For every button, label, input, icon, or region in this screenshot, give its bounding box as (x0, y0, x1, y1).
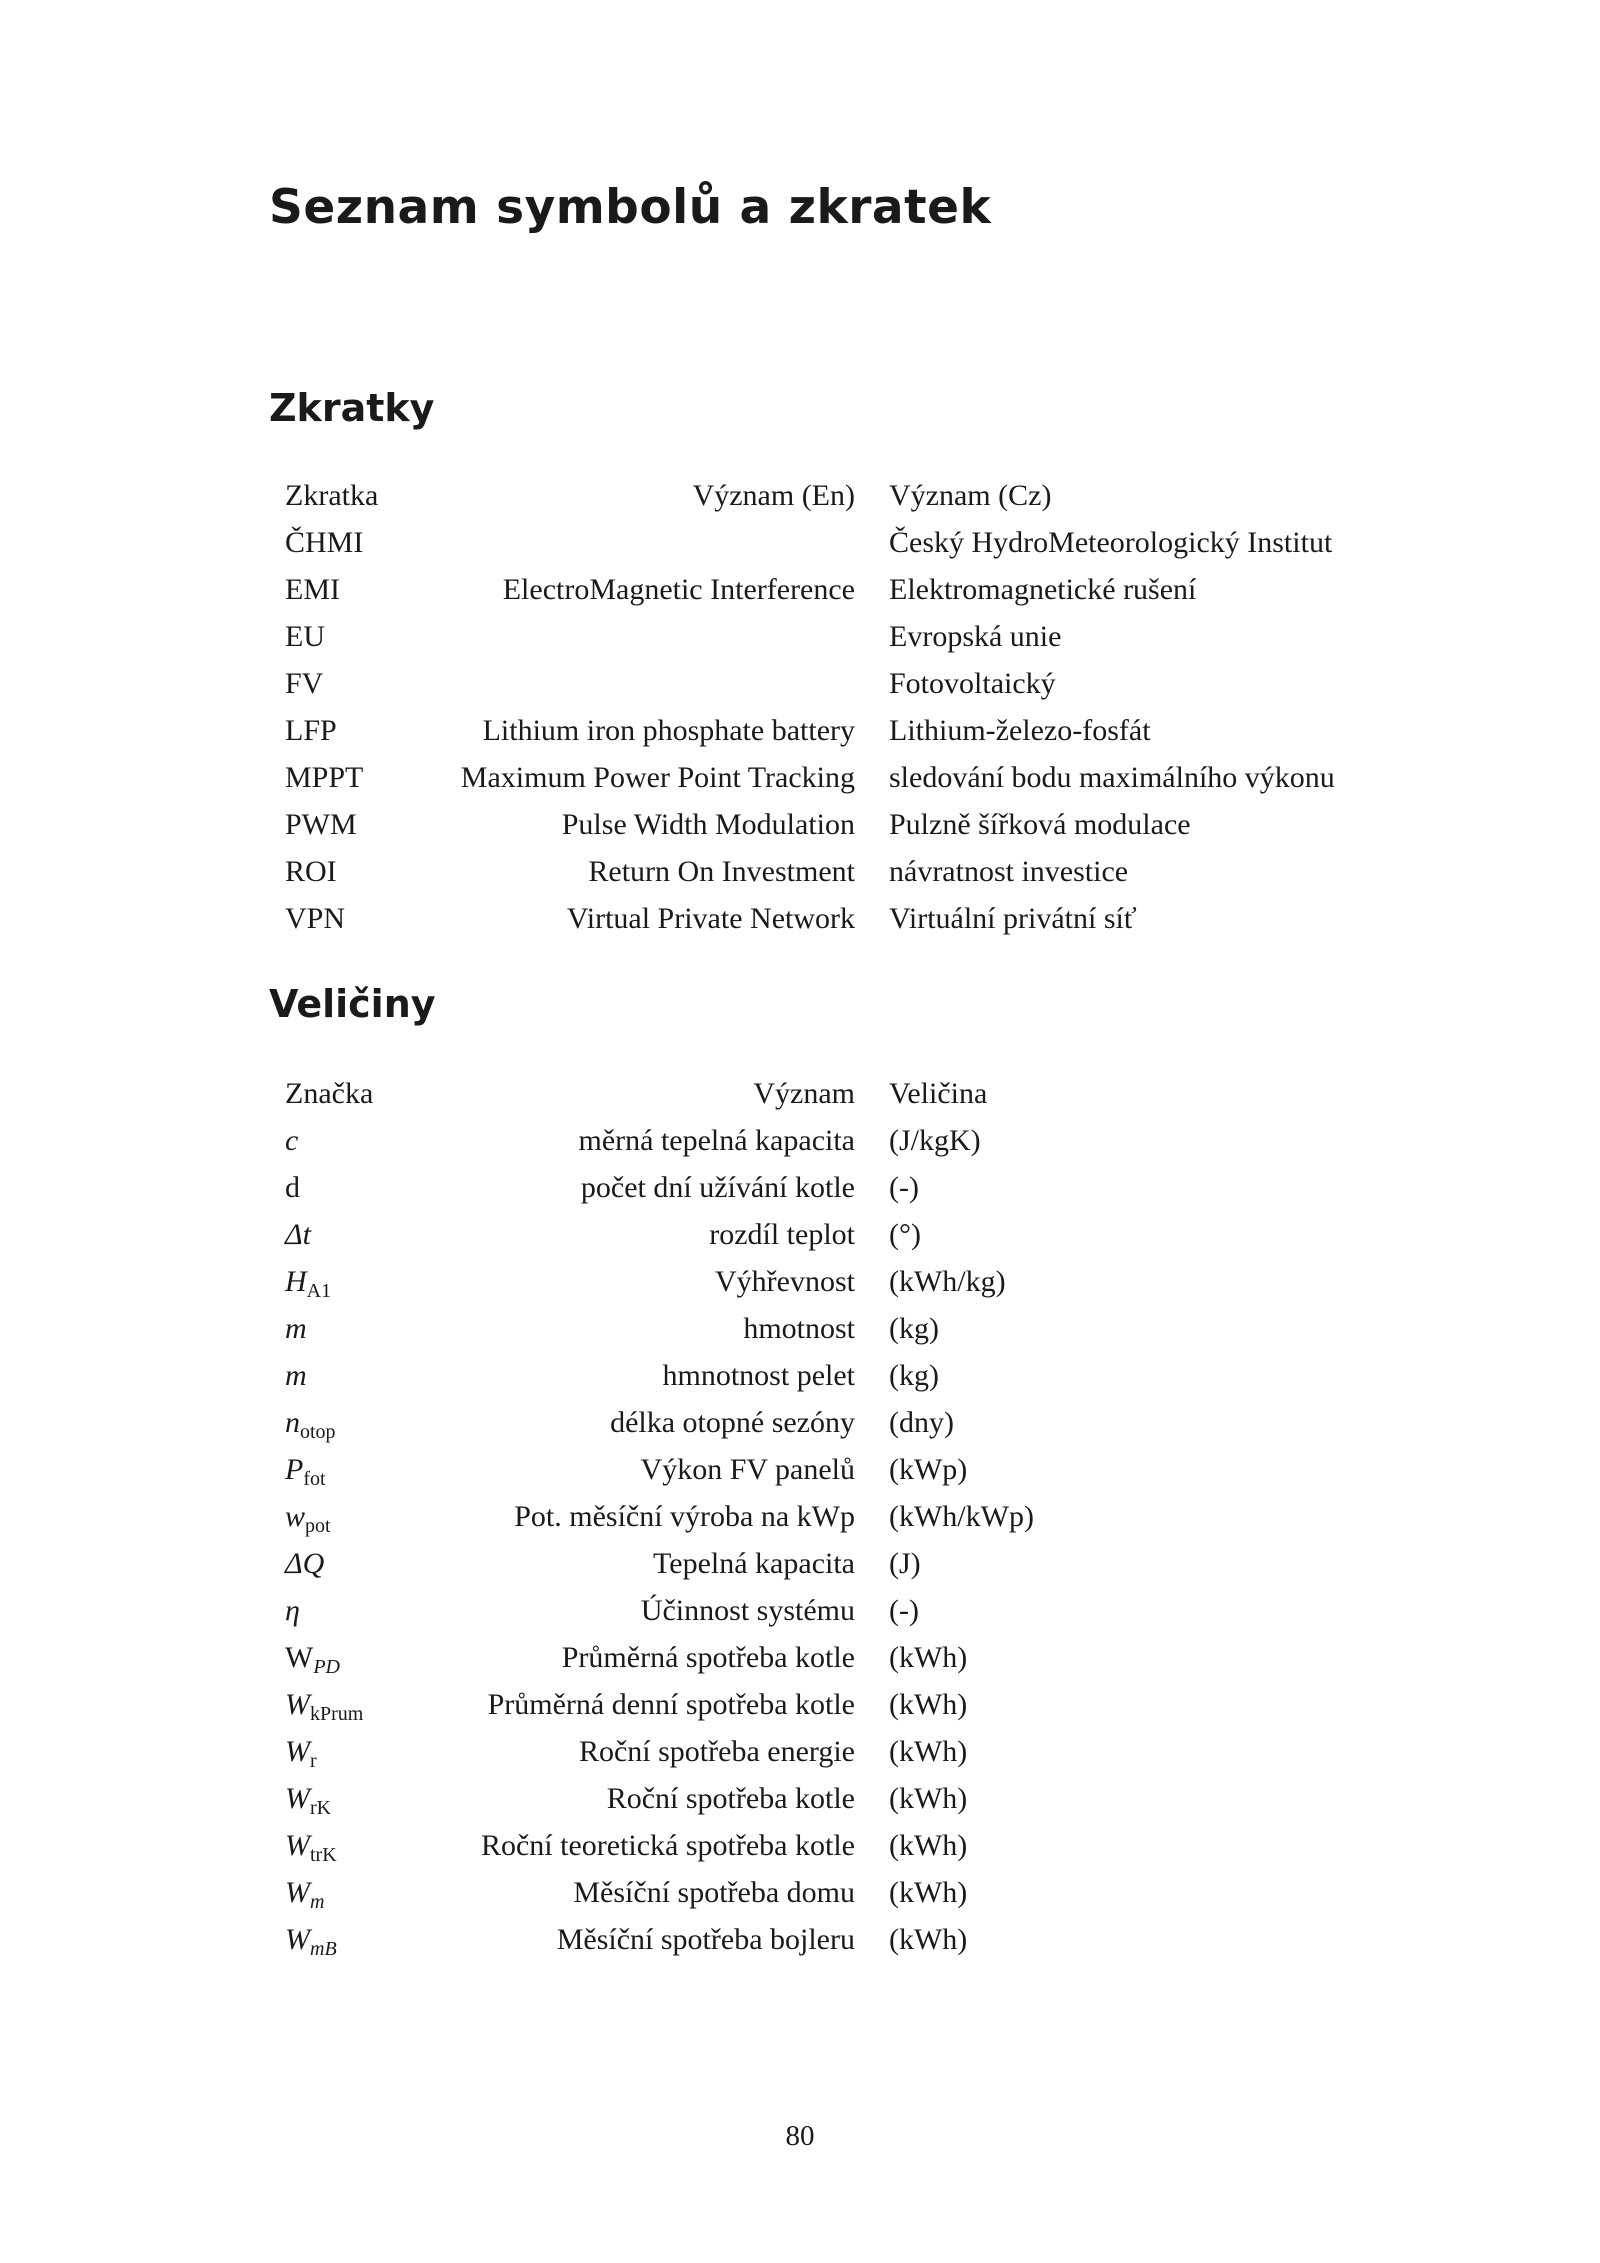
unit: (kWh) (889, 1876, 968, 1909)
abbreviation: EU (285, 620, 325, 653)
meaning: rozdíl teplot (709, 1218, 855, 1251)
meaning: délka otopné sezóny (610, 1406, 855, 1439)
page-title: Seznam symbolů a zkratek (269, 180, 992, 235)
symbol-subscript: m (310, 1891, 325, 1913)
table-row (285, 1305, 1385, 1352)
section-heading-quantities: Veličiny (269, 982, 436, 1026)
symbol (285, 1728, 317, 1775)
unit: (kWh/kg) (889, 1265, 1006, 1298)
unit: (kg) (889, 1359, 939, 1392)
symbol-base: η (285, 1594, 300, 1627)
table-row (285, 519, 1385, 566)
table-row (285, 1822, 1385, 1869)
abbreviation: LFP (285, 714, 337, 747)
table-row (285, 1117, 1385, 1164)
symbol-subscript: trK (310, 1844, 337, 1866)
unit: (kWh) (889, 1641, 968, 1674)
table-row (285, 1540, 1385, 1587)
meaning-en: Maximum Power Point Tracking (460, 761, 855, 794)
symbol (285, 1399, 336, 1446)
unit: (°) (889, 1218, 921, 1251)
unit: (kWh) (889, 1829, 968, 1862)
abbreviation: FV (285, 667, 324, 700)
abbreviation: VPN (285, 902, 346, 935)
symbol (285, 1117, 298, 1164)
meaning: Výhřevnost (715, 1265, 855, 1298)
symbol-base: W (285, 1641, 314, 1674)
table-row (285, 801, 1385, 848)
symbol (285, 1305, 307, 1352)
meaning-en: ElectroMagnetic Interference (502, 573, 855, 606)
meaning-cz: Elektromagnetické rušení (889, 573, 1197, 606)
table-row (285, 1164, 1385, 1211)
table-header-row (285, 472, 1385, 519)
meaning-en: Return On Investment (588, 855, 855, 888)
symbol-base: c (285, 1124, 299, 1157)
table-row (285, 1352, 1385, 1399)
unit: (kWh) (889, 1923, 968, 1956)
symbol-base: d (285, 1171, 300, 1204)
meaning-cz: Pulzně šířková modulace (889, 808, 1191, 841)
table-row (285, 660, 1385, 707)
symbol (285, 1164, 300, 1211)
meaning-en: Virtual Private Network (566, 902, 855, 935)
symbol-subscript: kPrum (310, 1703, 364, 1725)
unit: (kWh) (889, 1688, 968, 1721)
symbol-subscript: mB (310, 1938, 337, 1960)
symbol-base: w (285, 1500, 306, 1533)
unit: (-) (889, 1594, 919, 1627)
meaning: Měsíční spotřeba bojleru (556, 1923, 855, 1956)
section-heading-abbreviations: Zkratky (269, 386, 435, 430)
symbol-base: W (285, 1782, 310, 1815)
symbol (285, 1446, 326, 1493)
table-row (285, 566, 1385, 613)
symbol-base: H (285, 1265, 307, 1298)
table-row (285, 1493, 1385, 1540)
symbol-base: m (285, 1312, 307, 1345)
meaning: Průměrná spotřeba kotle (561, 1641, 855, 1674)
symbol (285, 1775, 331, 1822)
meaning: Roční spotřeba energie (578, 1735, 855, 1768)
meaning-cz: Český HydroMeteorologický Institut (889, 526, 1333, 559)
symbol (285, 1587, 300, 1634)
table-header-row (285, 1070, 1385, 1117)
meaning: počet dní užívání kotle (580, 1171, 855, 1204)
table-row (285, 1775, 1385, 1822)
unit: (kWh/kWp) (889, 1500, 1034, 1533)
abbreviation: MPPT (285, 761, 364, 794)
meaning-cz: Virtuální privátní síť (889, 902, 1137, 935)
meaning: Roční teoretická spotřeba kotle (480, 1829, 855, 1862)
symbol-base: n (285, 1406, 300, 1439)
unit: (kWp) (889, 1453, 968, 1486)
meaning: měrná tepelná kapacita (578, 1124, 855, 1157)
meaning: Roční spotřeba kotle (606, 1782, 855, 1815)
table-row (285, 1681, 1385, 1728)
symbol-base: W (285, 1829, 310, 1862)
symbol-subscript: A1 (306, 1280, 332, 1302)
meaning-cz: sledování bodu maximálního výkonu (889, 761, 1335, 794)
symbol-subscript: otop (300, 1421, 336, 1443)
abbreviation: EMI (285, 573, 340, 606)
meaning: Účinnost systému (640, 1594, 855, 1627)
symbol-subscript: rK (310, 1797, 332, 1819)
symbol-base: W (285, 1735, 310, 1768)
column-header: Zkratka (285, 479, 379, 512)
meaning-en: Lithium iron phosphate battery (482, 714, 855, 747)
unit: (J) (889, 1547, 921, 1580)
page-number: 80 (785, 2120, 815, 2152)
table-row (285, 895, 1385, 942)
symbol (285, 1540, 324, 1587)
unit: (kg) (889, 1312, 939, 1345)
meaning-cz: Evropská unie (889, 620, 1062, 653)
unit: (kWh) (889, 1782, 968, 1815)
meaning-en: Pulse Width Modulation (561, 808, 855, 841)
meaning: hmnotnost pelet (662, 1359, 855, 1392)
column-header: Značka (285, 1077, 374, 1110)
table-row (285, 707, 1385, 754)
meaning-cz: Fotovoltaický (889, 667, 1056, 700)
table-row (285, 754, 1385, 801)
column-header: Význam (Cz) (889, 479, 1052, 512)
meaning: Měsíční spotřeba domu (573, 1876, 855, 1909)
symbol-base: P (285, 1453, 304, 1486)
unit: (-) (889, 1171, 919, 1204)
meaning-cz: návratnost investice (889, 855, 1129, 888)
column-header: Význam (753, 1077, 855, 1110)
column-header: Význam (En) (692, 479, 855, 512)
table-row (285, 1587, 1385, 1634)
meaning: Výkon FV panelů (640, 1453, 855, 1486)
quantities-table (285, 1070, 1385, 1963)
table-row (285, 1399, 1385, 1446)
table-row (285, 1869, 1385, 1916)
table-row (285, 613, 1385, 660)
symbol (285, 1352, 307, 1399)
symbol-base: ΔQ (285, 1547, 325, 1580)
table-row (285, 1728, 1385, 1775)
unit: (J/kgK) (889, 1124, 981, 1157)
symbol-base: W (285, 1923, 310, 1956)
table-row (285, 1916, 1385, 1963)
symbol (285, 1916, 337, 1963)
symbol-base: Δt (285, 1218, 311, 1251)
symbol (285, 1211, 311, 1258)
meaning: Tepelná kapacita (653, 1547, 855, 1580)
symbol (285, 1681, 363, 1728)
table-row (285, 848, 1385, 895)
symbol-subscript: fot (303, 1468, 326, 1490)
abbreviation: ROI (285, 855, 337, 888)
symbol-base: W (285, 1876, 310, 1909)
unit: (kWh) (889, 1735, 968, 1768)
symbol-subscript: pot (305, 1515, 331, 1537)
unit: (dny) (889, 1406, 954, 1439)
symbol (285, 1634, 340, 1681)
column-header: Veličina (889, 1077, 988, 1110)
symbol (285, 1869, 324, 1916)
meaning-cz: Lithium-železo-fosfát (889, 714, 1151, 747)
abbreviations-table (285, 472, 1385, 942)
symbol-base: m (285, 1359, 307, 1392)
symbol (285, 1258, 331, 1305)
symbol-subscript: PD (313, 1656, 340, 1678)
table-row (285, 1446, 1385, 1493)
table-row (285, 1634, 1385, 1681)
meaning: hmotnost (743, 1312, 855, 1345)
table-row (285, 1258, 1385, 1305)
abbreviation: PWM (285, 808, 357, 841)
meaning: Pot. měsíční výroba na kWp (514, 1500, 855, 1533)
symbol-base: W (285, 1688, 310, 1721)
abbreviation: ČHMI (285, 526, 364, 559)
table-row (285, 1211, 1385, 1258)
symbol-subscript: r (310, 1750, 317, 1772)
symbol (285, 1493, 331, 1540)
meaning: Průměrná denní spotřeba kotle (487, 1688, 855, 1721)
symbol (285, 1822, 337, 1869)
